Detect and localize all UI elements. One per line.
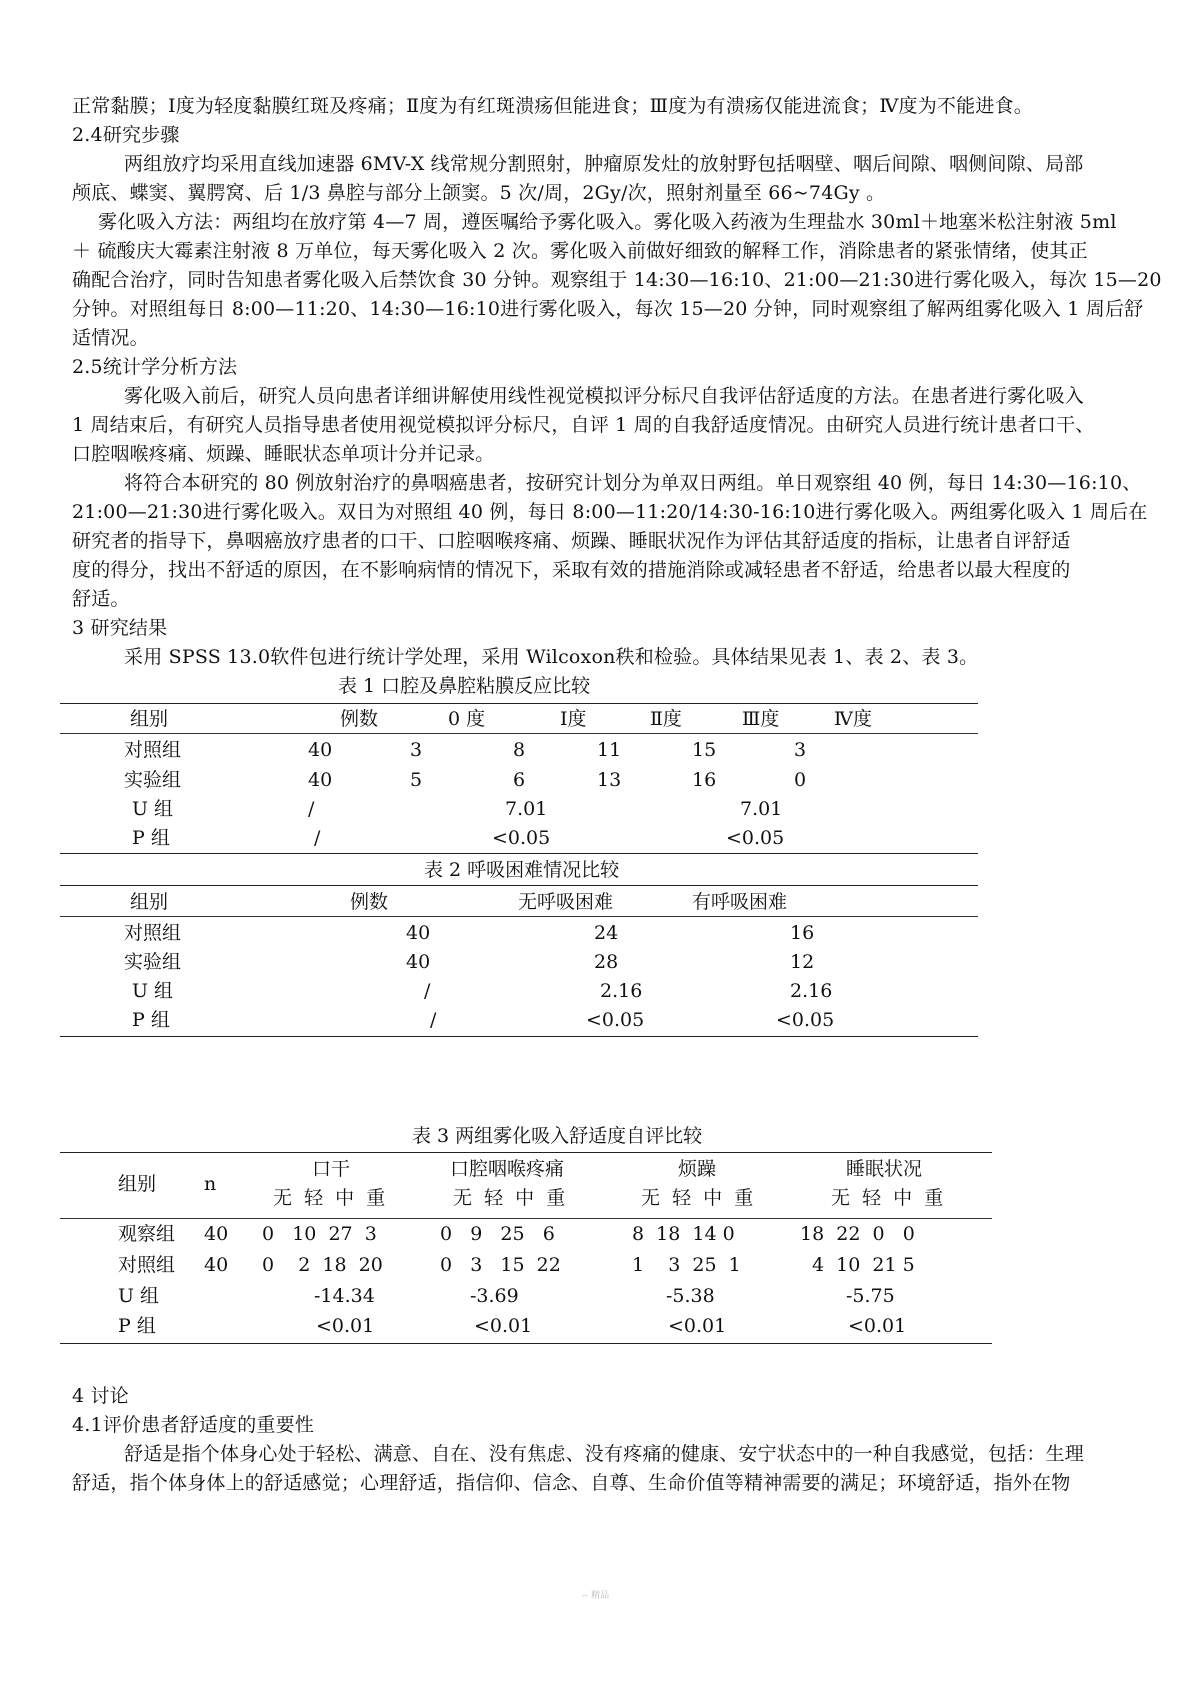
table3-cell: -3.69: [470, 1285, 519, 1307]
table3-cell: 0 10 27 3: [262, 1223, 377, 1245]
table3-cell: 0 2 18 20: [262, 1254, 383, 1276]
table1-cell: 40: [308, 739, 333, 761]
table3-cell: 4 10 21 5: [812, 1254, 915, 1276]
table2-cell: 16: [790, 922, 815, 944]
text-line: 舒适是指个体身心处于轻松、满意、自在、没有焦虑、没有疼痛的健康、安宁状态中的一种自我感觉，包括：生理: [124, 1443, 1085, 1465]
table2-cell: /: [430, 1009, 437, 1031]
table2-top-rule: [60, 885, 978, 886]
table1-cell: /: [308, 798, 315, 820]
table1-cell: 11: [597, 739, 622, 761]
section-heading: 2.4研究步骤: [72, 124, 180, 146]
table3-sub-header: 无 轻 中 重: [453, 1187, 566, 1209]
table2-header-cell: 有呼吸困难: [692, 891, 788, 913]
table2-header-cell: 无呼吸困难: [518, 891, 614, 913]
table3-sub-header: 无 轻 中 重: [831, 1187, 944, 1209]
table2-cell: 28: [594, 951, 619, 973]
table3-bottom-rule: [60, 1343, 992, 1344]
table1-header-cell: Ⅰ度: [560, 708, 587, 730]
text-line: 颅底、蝶窦、翼腭窝、后 1/3 鼻腔与部分上颌窦。5 次/周，2Gy/次，照射剂量至 66~74Gy 。: [72, 182, 886, 204]
table2-cell: P 组: [132, 1009, 170, 1031]
table1-cell: 15: [692, 739, 717, 761]
table1-header-cell: 0 度: [448, 708, 486, 730]
table1-top-rule: [60, 703, 978, 704]
table1-bottom-rule: [60, 853, 978, 854]
section-heading: 2.5统计学分析方法: [72, 356, 238, 378]
table2-cell: <0.05: [586, 1009, 645, 1031]
table3-caption: 表 3 两组雾化吸入舒适度自评比较: [412, 1125, 703, 1147]
table3-cell: <0.01: [316, 1315, 375, 1337]
table1-cell: 16: [692, 769, 717, 791]
table2-header-cell: 组别: [130, 891, 169, 913]
table3-category-header: 睡眠状况: [846, 1158, 923, 1180]
text-line: 21:00—21:30进行雾化吸入。双日为对照组 40 例，每日 8:00—11:20/14:30-16:10进行雾化吸入。两组雾化吸入 1 周后在: [72, 501, 1148, 523]
table2-cell: 40: [406, 951, 431, 973]
table3-cell: <0.01: [668, 1315, 727, 1337]
text-line: 正常黏膜；Ⅰ度为轻度黏膜红斑及疼痛；Ⅱ度为有红斑溃疡但能进食；Ⅲ度为有溃疡仅能进流食；Ⅳ度为不能进食。: [72, 95, 1033, 117]
table3-cell: 40: [204, 1254, 229, 1276]
text-line: 采用 SPSS 13.0软件包进行统计学处理，采用 Wilcoxon秩和检验。具体结果见表 1、表 2、表 3。: [124, 646, 979, 668]
table1-cell: P 组: [132, 827, 170, 849]
section-heading: 3 研究结果: [72, 617, 168, 639]
section-heading: 4 讨论: [72, 1385, 129, 1407]
text-line: 1 周结束后，有研究人员指导患者使用视觉模拟评分标尺，自评 1 周的自我舒适度情况。由研究人员进行统计患者口干、: [72, 414, 1095, 436]
table1-cell: 3: [794, 739, 807, 761]
table1-cell: 实验组: [124, 769, 182, 791]
table3-sub-header: 无 轻 中 重: [641, 1187, 754, 1209]
table1-cell: 7.01: [505, 798, 548, 820]
table3-header-rule: [60, 1218, 992, 1219]
table2-header-cell: 例数: [350, 891, 389, 913]
table1-cell: 对照组: [124, 739, 182, 761]
text-line: ＋ 硫酸庆大霉素注射液 8 万单位，每天雾化吸入 2 次。雾化吸入前做好细致的解释工作，消除患者的紧张情绪，使其正: [72, 240, 1088, 262]
table2-cell: 对照组: [124, 922, 182, 944]
table2-caption: 表 2 呼吸困难情况比较: [424, 859, 620, 881]
table1-cell: <0.05: [492, 827, 551, 849]
table3-cell: 0 3 15 22: [440, 1254, 561, 1276]
table3-header-group: 组别: [118, 1173, 157, 1195]
table3-cell: 1 3 25 1: [632, 1254, 741, 1276]
text-line: 将符合本研究的 80 例放射治疗的鼻咽癌患者，按研究计划分为单双日两组。单日观察组 40 例，每日 14:30—16:10、: [124, 472, 1142, 494]
table2-cell: 12: [790, 951, 815, 973]
text-line: 分钟。对照组每日 8:00—11:20、14:30—16:10进行雾化吸入，每次 15—20 分钟，同时观察组了解两组雾化吸入 1 周后舒: [72, 298, 1144, 320]
table1-cell: 7.01: [740, 798, 783, 820]
table1-header-rule: [60, 733, 978, 734]
table2-cell: 2.16: [600, 980, 643, 1002]
table1-header-cell: Ⅳ度: [834, 708, 872, 730]
text-line: 研究者的指导下，鼻咽癌放疗患者的口干、口腔咽喉疼痛、烦躁、睡眠状况作为评估其舒适度的指标，让患者自评舒适: [72, 530, 1071, 552]
table3-category-header: 口干: [312, 1158, 351, 1180]
table2-cell: <0.05: [776, 1009, 835, 1031]
table3-cell: P 组: [118, 1315, 156, 1337]
table1-cell: /: [314, 827, 321, 849]
table2-header-rule: [60, 916, 978, 917]
table1-cell: 5: [410, 769, 423, 791]
table1-cell: 8: [513, 739, 526, 761]
table2-cell: U 组: [132, 980, 174, 1002]
table2-cell: 40: [406, 922, 431, 944]
table3-top-rule: [60, 1152, 992, 1153]
text-line: 确配合治疗，同时告知患者雾化吸入后禁饮食 30 分钟。观察组于 14:30—16:10、21:00—21:30进行雾化吸入，每次 15—20: [72, 269, 1162, 291]
table3-header-n: n: [204, 1173, 217, 1195]
table3-cell: <0.01: [474, 1315, 533, 1337]
table1-header-cell: 组别: [130, 708, 169, 730]
table3-category-header: 口腔咽喉疼痛: [450, 1158, 565, 1180]
table1-cell: <0.05: [726, 827, 785, 849]
table1-header-cell: Ⅲ度: [742, 708, 780, 730]
table2-cell: 实验组: [124, 951, 182, 973]
table3-cell: -5.38: [666, 1285, 715, 1307]
table1-cell: 13: [597, 769, 622, 791]
table1-cell: 6: [513, 769, 526, 791]
table3-cell: -14.34: [314, 1285, 375, 1307]
table1-cell: 3: [410, 739, 423, 761]
table3-cell: U 组: [118, 1285, 160, 1307]
text-line: 雾化吸入方法：两组均在放疗第 4—7 周，遵医嘱给予雾化吸入。雾化吸入药液为生理盐水 30ml＋地塞米松注射液 5ml: [98, 211, 1117, 233]
table1-cell: U 组: [132, 798, 174, 820]
table3-cell: 对照组: [118, 1254, 176, 1276]
table3-cell: 0 9 25 6: [440, 1223, 555, 1245]
table3-cell: <0.01: [848, 1315, 907, 1337]
table3-cell: 8 18 14 0: [632, 1223, 735, 1245]
table3-category-header: 烦躁: [678, 1158, 717, 1180]
table3-cell: 18 22 0 0: [800, 1223, 915, 1245]
table2-cell: 24: [594, 922, 619, 944]
table2-cell: /: [424, 980, 431, 1002]
text-line: 度的得分，找出不舒适的原因，在不影响病情的情况下，采取有效的措施消除或减轻患者不舒适，给患者以最大程度的: [72, 559, 1071, 581]
text-line: 舒适，指个体身体上的舒适感觉；心理舒适，指信仰、信念、自尊、生命价值等精神需要的满足；环境舒适，指外在物: [72, 1472, 1071, 1494]
table3-cell: 40: [204, 1223, 229, 1245]
section-heading: 4.1评价患者舒适度的重要性: [72, 1414, 315, 1436]
table3-sub-header: 无 轻 中 重: [273, 1187, 386, 1209]
text-line: 口腔咽喉疼痛、烦躁、睡眠状态单项计分并记录。: [72, 443, 495, 465]
table1-header-cell: Ⅱ度: [650, 708, 682, 730]
text-line: 雾化吸入前后，研究人员向患者详细讲解使用线性视觉模拟评分标尺自我评估舒适度的方法。在患者进行雾化吸入: [124, 385, 1085, 407]
table2-cell: 2.16: [790, 980, 833, 1002]
table3-cell: -5.75: [846, 1285, 895, 1307]
table1-caption: 表 1 口腔及鼻腔粘膜反应比较: [338, 675, 591, 697]
page-footer: -- 精品: [581, 1591, 610, 1601]
table1-cell: 40: [308, 769, 333, 791]
table3-cell: 观察组: [118, 1223, 176, 1245]
table2-bottom-rule: [60, 1036, 978, 1037]
text-line: 舒适。: [72, 588, 130, 610]
text-line: 两组放疗均采用直线加速器 6MV-X 线常规分割照射，肿瘤原发灶的放射野包括咽壁、咽后间隙、咽侧间隙、局部: [124, 153, 1084, 175]
table1-cell: 0: [794, 769, 807, 791]
text-line: 适情况。: [72, 327, 149, 349]
table1-header-cell: 例数: [340, 708, 379, 730]
